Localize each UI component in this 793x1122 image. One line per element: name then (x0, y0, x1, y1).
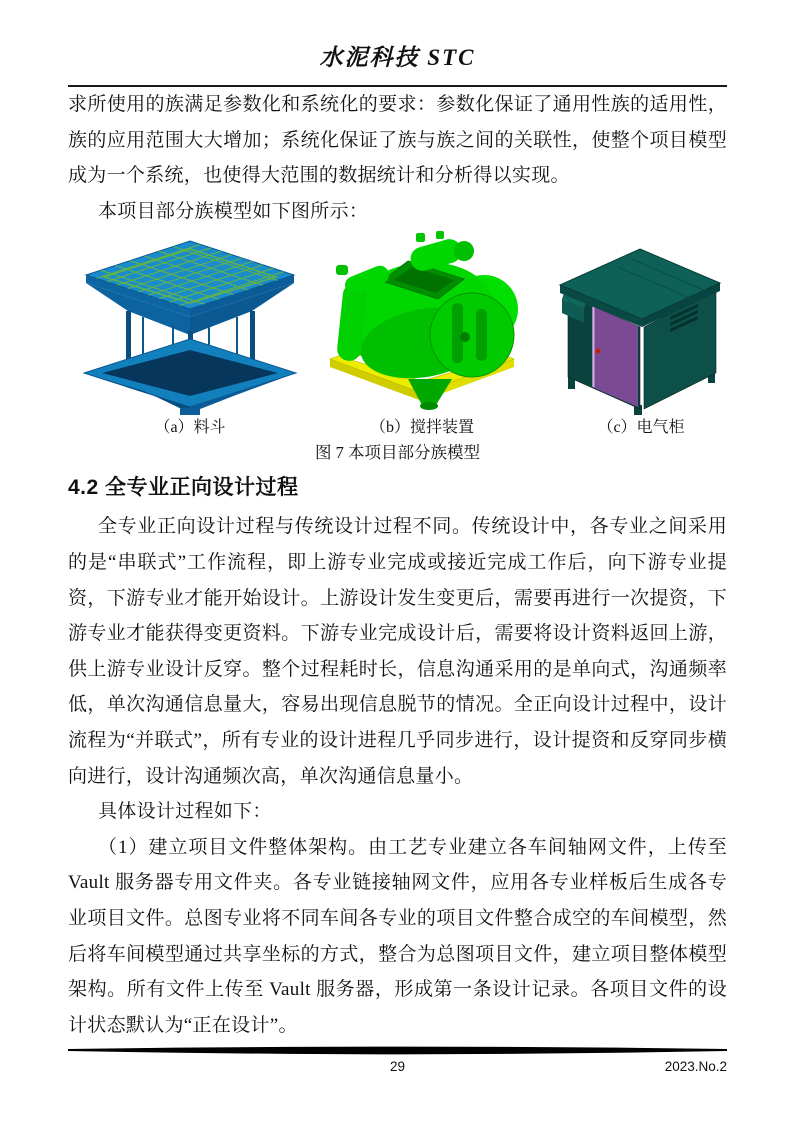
paragraph-continued: 求所使用的族满足参数化和系统化的要求：参数化保证了通用性族的适用性，族的应用范围大大增加；系统化保证了族与族之间的关联性，使整个项目模型成为一个系统，也使得大范围的数据统计和分析得以实现。 (68, 94, 727, 187)
page-footer (68, 1046, 727, 1078)
page-number: 29 (389, 1059, 406, 1074)
journal-title: 水泥科技 STC (319, 45, 476, 70)
mixer-model-image (324, 231, 520, 415)
figure-column-c (556, 245, 726, 440)
figure-sub-caption-c: （c）电气柜 (597, 419, 685, 437)
paragraph-step-1: （1）建立项目文件整体架构。由工艺专业建立各车间轴网文件，上传至 Vault 服务器专用文件夹。各专业链接轴网文件，应用各专业样板后生成各专业项目文件。总图专业将不同车间各专业的项目文件整合成空的车间模型，然后将车间模型通过共享坐标的方式，整合为总图项目文件，建立项目整体模型架构。所有文件上传至 Vault 服务器，形成第一条设计记录。各项目文件的设计状态默认为“正在设计”。 (68, 836, 727, 1036)
paragraph-design-process: 全专业正向设计过程与传统设计过程不同。传统设计中，各专业之间采用的是“串联式”工作流程，即上游专业完成或接近完成工作后，向下游专业提资，下游专业才能开始设计。上游设计发生变更后，需要再进行一次提资，下游专业才能获得变更资料。下游专业完成设计后，需要将设计资料返回上游，供上游专业设计反穿。整个过程耗时长，信息沟通采用的是单向式，沟通频率低，单次沟通信息量大，容易出现信息脱节的情况。全正向设计过程中，设计流程为“并联式”，所有专业的设计进程几乎同步进行，设计提资和反穿同步横向进行，设计沟通频次高，单次沟通信息量小。 (68, 516, 727, 787)
figure-caption: 图 7 本项目部分族模型 (315, 443, 480, 463)
paragraph-steps-intro: 具体设计过程如下： (98, 801, 272, 823)
page-content (68, 0, 727, 1043)
page-header (68, 0, 727, 87)
cabinet-model-image (556, 245, 726, 415)
figure-column-a (80, 237, 300, 440)
footer-row (68, 1056, 727, 1078)
paragraph-figure-intro: 本项目部分族模型如下图所示： (98, 200, 369, 222)
issue-label: 2023.No.2 (664, 1059, 727, 1074)
section-heading: 4.2 全专业正向设计过程 (68, 476, 299, 500)
figure-image-row (68, 231, 727, 440)
footer-rule (68, 1046, 727, 1055)
figure-sub-caption-b: （b）搅拌装置 (369, 419, 474, 437)
figure-sub-caption-a: （a）料斗 (154, 419, 226, 437)
figure-column-b (324, 231, 520, 440)
hopper-model-image (80, 237, 300, 415)
figure-7 (68, 231, 727, 466)
